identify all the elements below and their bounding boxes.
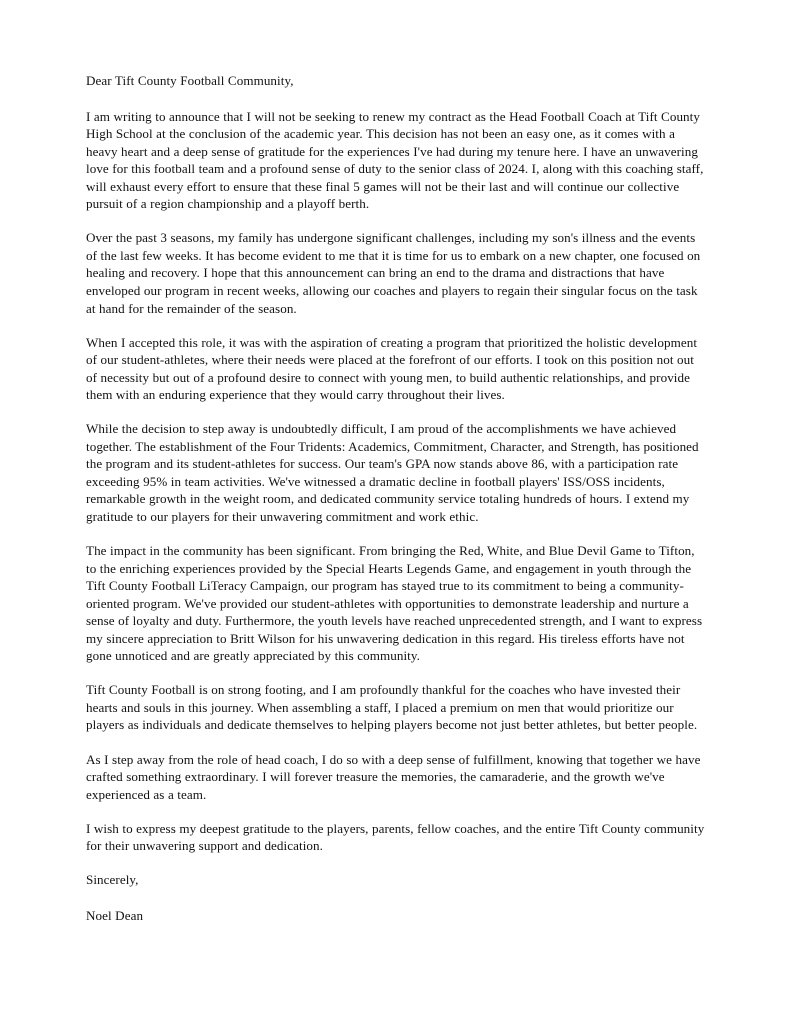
letter-salutation: Dear Tift County Football Community,	[86, 73, 294, 88]
letter-paragraph-7: As I step away from the role of head coach, I do so with a deep sense of fulfillment, knowing that together we have crafted something extraordinary. I will forever treasure the memories, the camaraderie, and the growth we've experienced as a team.	[86, 751, 701, 802]
letter-paragraph-5: The impact in the community has been significant. From bringing the Red, White, and Blue Devil Game to Tifton, to the enriching experiences provided by the Special Hearts Legends Game, and engagement in youth through the Tift County Football LiTeracy Campaign, our program has stayed true to its commitment to being a community-oriented program. We've provided our student-athletes with opportunities to demonstrate leadership and nurture a sense of loyalty and duty. Furthermore, the youth levels have reached unprecedented strength, and I want to express my sincere appreciation to Britt Wilson for his unwavering dedication in this regard. His tireless efforts have not gone unnoticed and are greatly appreciated by this community.	[86, 543, 703, 664]
letter-paragraph-4: While the decision to step away is undoubtedly difficult, I am proud of the accomplishments we have achieved together. The establishment of the Four Tridents: Academics, Commitment, Character, and Strength, has positioned the program and its student-athletes for success. Our team's GPA now stands above 86, with a participation rate exceeding 95% in team activities. We've witnessed a dramatic decline in football players' ISS/OSS incidents, remarkable growth in the weight room, and dedicated community service totaling hundreds of hours. I extend my gratitude to our players for their unwavering commitment and work ethic.	[86, 421, 699, 524]
letter-paragraph-8: I wish to express my deepest gratitude to the players, parents, fellow coaches, and the entire Tift County community for their unwavering support and dedication.	[86, 820, 705, 854]
letter-body	[86, 72, 708, 924]
letter-paragraph-1: I am writing to announce that I will not be seeking to renew my contract as the Head Football Coach at Tift County High School at the conclusion of the academic year. This decision has not been an easy one, as it comes with a heavy heart and a deep sense of gratitude for the experiences I've had during my tenure here. I have an unwavering love for this football team and a profound sense of duty to the senior class of 2024. I, along with this coaching staff, will exhaust every effort to ensure that these final 5 games will not be their last and will continue our collective pursuit of a region championship and a playoff berth.	[86, 108, 704, 212]
letter-closing: Sincerely,	[86, 872, 139, 888]
letter-signature: Noel Dean	[86, 907, 144, 923]
letter-paragraph-2: Over the past 3 seasons, my family has undergone significant challenges, including my son's illness and the events of the last few weeks. It has become evident to me that it is time for us to embark on a new chapter, one focused on healing and recovery. I hope that this announcement can bring an end to the drama and distractions that have enveloped our program in recent weeks, allowing our coaches and players to regain their singular focus on the task at hand for the remainder of the season.	[86, 230, 701, 316]
letter-paragraph-3: When I accepted this role, it was with the aspiration of creating a program that prioritized the holistic development of our student-athletes, where their needs were placed at the forefront of our efforts. I took on this position not out of necessity but out of a profound desire to connect with young men, to build authentic relationships, and provide them with an enduring experience that they would carry throughout their lives.	[86, 334, 698, 403]
letter-paragraph-6: Tift County Football is on strong footing, and I am profoundly thankful for the coaches who have invested their hearts and souls in this journey. When assembling a staff, I placed a premium on men that would prioritize our players as individuals and dedicate themselves to helping players become not just better athletes, but better people.	[86, 682, 698, 733]
